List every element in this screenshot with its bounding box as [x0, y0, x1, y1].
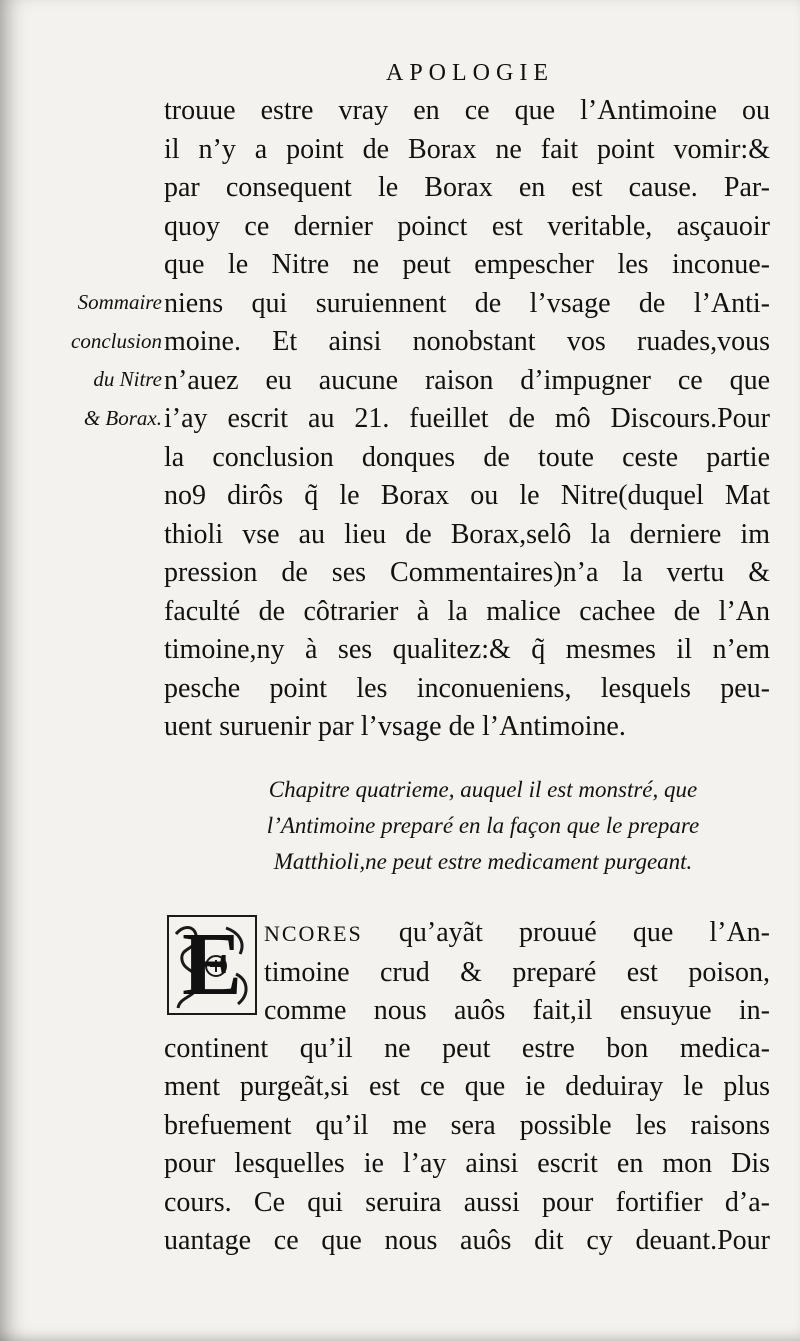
text-line: pour lesquelles ie l’ay ainsi escrit en mon Dis — [164, 1148, 770, 1179]
drop-cap-letter: E — [181, 915, 243, 1014]
margin-note-line: & Borax. — [83, 405, 162, 430]
text-line: ment purgeãt,si est ce que ie deduiray le plus — [164, 1071, 770, 1102]
margin-note — [28, 283, 162, 437]
text-line: uantage ce que nous auôs dit cy deuant.Pour — [164, 1225, 770, 1256]
margin-note-line: Sommaire — [77, 290, 162, 314]
opening-word: NCORES — [264, 921, 363, 946]
margin-note-line: conclusion — [71, 328, 162, 353]
text-line: faculté de côtrarier à la malice cachee de l’An — [164, 595, 770, 627]
text-line-last: uent suruenir par l’vsage de l’Antimoine. — [164, 711, 626, 742]
text-line: comme nous auôs fait,il ensuyue in- — [264, 995, 770, 1026]
text-line: thioli vse au lieu de Borax,selô la derniere im — [164, 518, 770, 550]
text-line: que le Nitre ne peut empescher les inconue- — [164, 249, 770, 280]
text-line — [264, 914, 770, 954]
chapter-heading-line: l’Antimoine preparé en la façon que le prepare — [266, 813, 700, 838]
text-line: timoine,ny à ses qualitez:& q̃ mesmes il n’em — [164, 634, 770, 665]
paragraph-2 — [164, 1030, 770, 1261]
text-line: i’ay escrit au 21. fueillet de mô Discours.Pour — [164, 403, 770, 434]
text-line: trouue estre vray en ce que l’Antimoine ou — [164, 95, 770, 126]
ornamental-drop-cap — [166, 914, 258, 1016]
drop-cap-ornament-icon — [166, 914, 258, 1016]
text-line: la conclusion donques de toute ceste partie — [164, 441, 770, 473]
text-line: par consequent le Borax en est cause. Par- — [164, 172, 770, 203]
chapter-heading-line: Chapitre quatrieme, auquel il est monstré, que — [268, 777, 698, 802]
text-line: quoy ce dernier poinct est veritable, asçauoir — [164, 210, 770, 242]
text-line: n’auez eu aucune raison d’impugner ce que — [164, 364, 770, 396]
text-line: cours. Ce qui seruira aussi pour fortifier d’a- — [164, 1186, 770, 1218]
text-line: il n’y a point de Borax ne fait point vomir:& — [164, 133, 770, 165]
paragraph-2-opening — [264, 914, 770, 1031]
paragraph-1 — [164, 92, 770, 747]
text-line: niens qui suruiennent de l’vsage de l’Anti- — [164, 287, 770, 319]
text-line: pesche point les inconueniens, lesquels peu- — [164, 672, 770, 704]
text-line: brefuement qu’il me sera possible les raisons — [164, 1109, 770, 1141]
margin-note-line: du Nitre — [93, 367, 162, 391]
chapter-heading — [196, 772, 770, 880]
opening-line-rest: qu’ayãt prouué que l’An- — [362, 917, 770, 948]
text-line: timoine crud & preparé est poison, — [264, 956, 770, 988]
text-line: no9 dirôs q̃ le Borax ou le Nitre(duquel Mat — [164, 480, 770, 511]
running-head: APOLOGIE — [386, 60, 554, 86]
text-line: moine. Et ainsi nonobstant vos ruades,vous — [164, 326, 770, 357]
chapter-heading-line: Matthioli,ne peut estre medicament purgeant. — [273, 849, 693, 874]
text-line: continent qu’il ne peut estre bon medica- — [164, 1032, 770, 1064]
text-line: pression de ses Commentaires)n’a la vertu & — [164, 557, 770, 588]
